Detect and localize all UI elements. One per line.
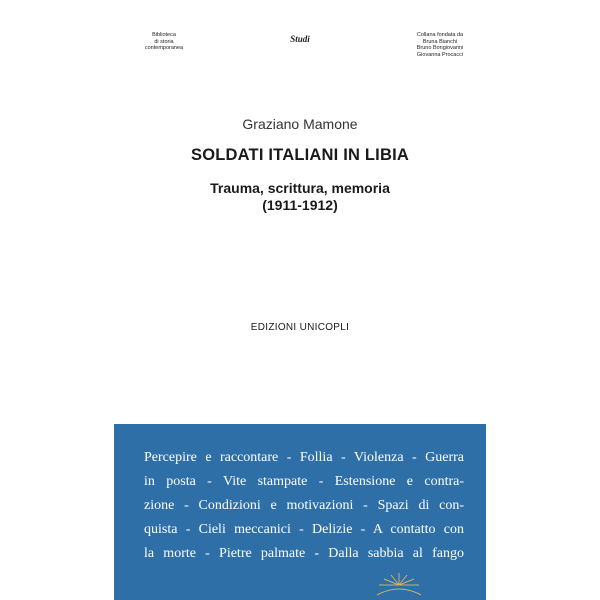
series-right-line: Giovanna Procacci xyxy=(416,51,464,58)
blurb-line: in posta - Vite stampate - Estensione e contra- xyxy=(144,474,464,489)
series-name: Studi xyxy=(290,34,310,44)
series-left-line: di storia xyxy=(154,38,174,45)
blurb-panel xyxy=(114,424,486,600)
author-name: Graziano Mamone xyxy=(242,116,358,132)
sunrise-logo-icon xyxy=(369,569,429,599)
series-left-line: contemporanea xyxy=(144,45,184,51)
series-right-line: Collana fondata da xyxy=(416,32,464,38)
series-editors xyxy=(400,32,480,58)
subtitle-dates: (1911-1912) xyxy=(262,197,338,213)
blurb-text xyxy=(144,446,464,566)
cover-header xyxy=(114,32,486,72)
series-right-line: Bruno Bongiovanni xyxy=(416,45,464,51)
series-left-line: Biblioteca xyxy=(152,32,176,38)
blurb-line: quista - Cieli meccanici - Delizie - A contatto con xyxy=(144,522,464,537)
blurb-line: zione - Condizioni e motivazioni - Spazi di con- xyxy=(144,498,464,513)
publisher-name: EDIZIONI UNICOPLI xyxy=(250,322,350,333)
book-title: SOLDATI ITALIANI IN LIBIA xyxy=(191,146,409,164)
subtitle-line: Trauma, scrittura, memoria xyxy=(210,180,390,196)
blurb-line: Percepire e raccontare - Follia - Violenza - Guerra xyxy=(144,450,464,465)
series-right-line: Bruna Bianchi xyxy=(422,38,458,45)
book-subtitle xyxy=(114,180,486,214)
blurb-line: la morte - Pietre palmate - Dalla sabbia al fango xyxy=(144,546,464,561)
book-cover xyxy=(114,0,486,600)
